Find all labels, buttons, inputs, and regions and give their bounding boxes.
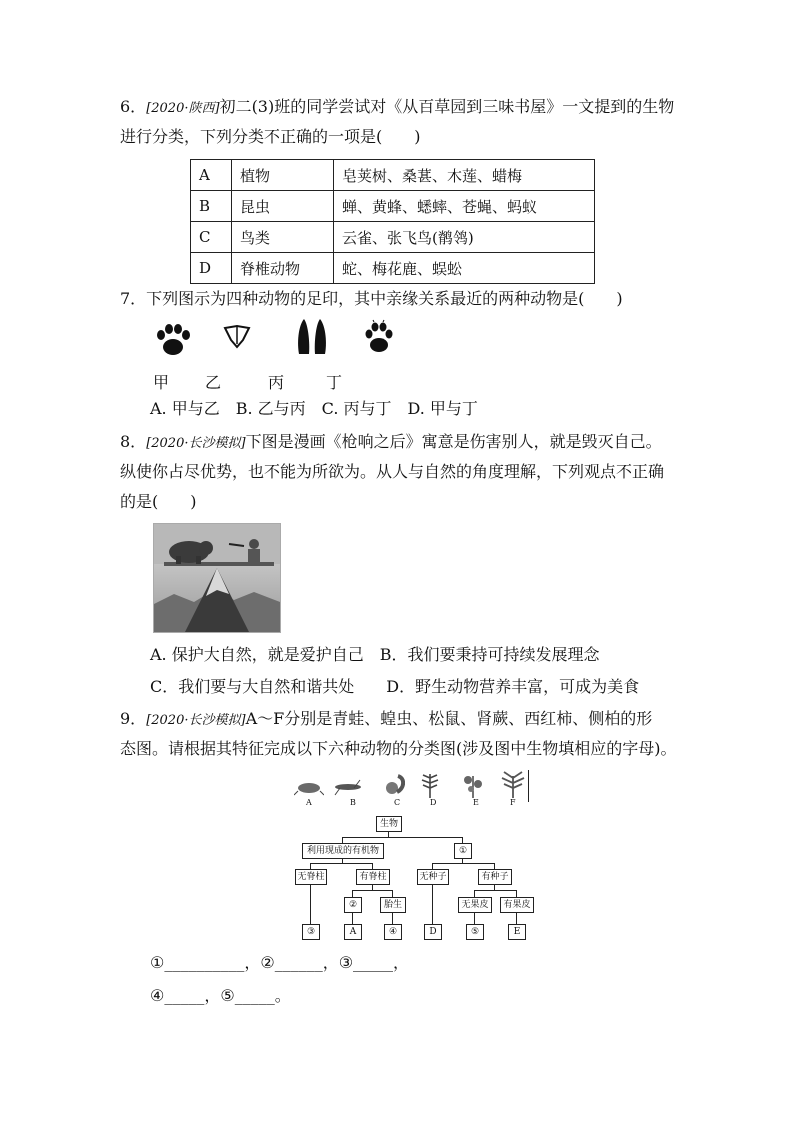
q9-answer-line2[interactable]: ④_____，⑤_____。	[150, 986, 291, 1005]
connector	[352, 890, 392, 891]
organism-label: B	[350, 798, 356, 807]
q8-options-cd: C．我们要与大自然和谐共处 D．野生动物营养丰富，可成为美食	[150, 677, 640, 696]
q8-line2: 纵使你占尽优势，也不能为所欲为。从人与自然的角度理解，下列观点不正确	[120, 462, 665, 481]
fern-icon	[420, 772, 440, 798]
q8-number: 8．	[120, 432, 147, 451]
connector	[352, 912, 353, 924]
leaf-five: ⑤	[466, 924, 484, 940]
table-cell: 蝉、黄蜂、蟋蟀、苍蝇、蚂蚁	[334, 191, 595, 222]
organism-label: D	[430, 798, 437, 807]
connector	[516, 890, 517, 897]
cypress-icon	[500, 770, 526, 798]
table-row	[191, 191, 595, 222]
tomato-plant-icon	[462, 772, 484, 798]
footprint-label-yi: 乙	[205, 373, 222, 392]
connector	[474, 890, 475, 897]
classification-table	[190, 159, 595, 284]
node-no-seed: 无种子	[417, 869, 449, 885]
connector	[342, 837, 462, 838]
q8-line1	[120, 431, 662, 455]
connector	[392, 890, 393, 897]
connector	[516, 912, 517, 924]
q6-number: 6．	[120, 97, 147, 116]
leaf-e: E	[508, 924, 526, 940]
leaf-a: A	[344, 924, 362, 940]
node-peel: 有果皮	[500, 897, 534, 913]
table-row	[191, 253, 595, 284]
table-cell: D	[191, 253, 232, 284]
q6-line2: 进行分类，下列分类不正确的一项是( )	[120, 127, 421, 146]
q9-line2: 态图。请根据其特征完成以下六种动物的分类图(涉及图中生物填相应的字母)。	[120, 739, 677, 758]
frog-icon	[294, 778, 324, 796]
connector	[474, 890, 516, 891]
tree-root: 生物	[376, 816, 402, 832]
connector	[392, 912, 393, 924]
connector	[432, 863, 494, 864]
q9-line1	[120, 708, 652, 732]
connector	[352, 890, 353, 897]
node-no-peel: 无果皮	[458, 897, 492, 913]
footprint-label-bing: 丙	[268, 373, 285, 392]
table-cell: 鸟类	[232, 222, 334, 253]
q9-number: 9．	[120, 709, 147, 728]
duck-foot-icon	[223, 324, 251, 350]
q8-source: [2020·长沙模拟]	[146, 436, 246, 451]
table-cell: 植物	[232, 160, 334, 191]
table-cell: 昆虫	[232, 191, 334, 222]
organism-label: A	[306, 798, 312, 807]
q8-line3: 的是( )	[120, 492, 197, 511]
organism-label: C	[394, 798, 401, 807]
q7-options: A. 甲与乙 B. 乙与丙 C. 丙与丁 D. 甲与丁	[150, 399, 478, 418]
q7-text: 7．下列图示为四种动物的足印，其中亲缘关系最近的两种动物是( )	[120, 289, 623, 308]
table-cell: A	[191, 160, 232, 191]
connector	[310, 884, 311, 924]
node-heterotroph: 利用现成的有机物	[302, 843, 384, 859]
dog-paw-icon	[153, 320, 193, 360]
cat-paw-icon	[363, 318, 395, 356]
table-cell: B	[191, 191, 232, 222]
locust-icon	[332, 778, 366, 796]
cartoon-image	[153, 523, 281, 633]
connector	[474, 912, 475, 924]
q9-answer-line1[interactable]: ①__________，②______，③_____，	[150, 953, 410, 972]
connector	[432, 884, 433, 924]
connector	[310, 863, 372, 864]
frame-divider	[528, 770, 529, 802]
leaf-three: ③	[302, 924, 320, 940]
squirrel-icon	[383, 774, 405, 796]
q9-source: [2020·长沙模拟]	[146, 713, 246, 728]
node-seed: 有种子	[478, 869, 512, 885]
q6-source: [2020·陕西]	[146, 101, 220, 116]
table-row	[191, 222, 595, 253]
table-row	[191, 160, 595, 191]
table-cell: 云雀、张飞鸟(鹡鸰)	[334, 222, 595, 253]
leaf-four: ④	[384, 924, 402, 940]
q9-text: A～F分别是青蛙、蝗虫、松鼠、肾蕨、西红柿、侧柏的形	[245, 709, 653, 728]
node-spine: 有脊柱	[356, 869, 390, 885]
table-cell: C	[191, 222, 232, 253]
node-one: ①	[454, 843, 472, 859]
organism-label: F	[510, 798, 516, 807]
classification-diagram	[290, 770, 540, 940]
organism-label: E	[473, 798, 479, 807]
table-cell: 蛇、梅花鹿、蜈蚣	[334, 253, 595, 284]
q6-text: 初二(3)班的同学尝试对《从百草园到三味书屋》一文提到的生物	[219, 97, 675, 116]
table-cell: 皂荚树、桑葚、木莲、蜡梅	[334, 160, 595, 191]
node-no-spine: 无脊柱	[295, 869, 327, 885]
q8-text: 下图是漫画《枪响之后》寓意是伤害别人，就是毁灭自己。	[245, 432, 662, 451]
hoof-print-icon	[295, 316, 329, 356]
leaf-d: D	[424, 924, 442, 940]
table-cell: 脊椎动物	[232, 253, 334, 284]
node-two: ②	[344, 897, 362, 913]
q6-line1	[120, 96, 674, 120]
footprint-label-ding: 丁	[326, 373, 343, 392]
footprint-label-jia: 甲	[153, 373, 170, 392]
q8-options-ab: A. 保护大自然，就是爱护自己 B．我们要秉持可持续发展理念	[150, 645, 600, 664]
node-viviparous: 胎生	[380, 897, 406, 913]
